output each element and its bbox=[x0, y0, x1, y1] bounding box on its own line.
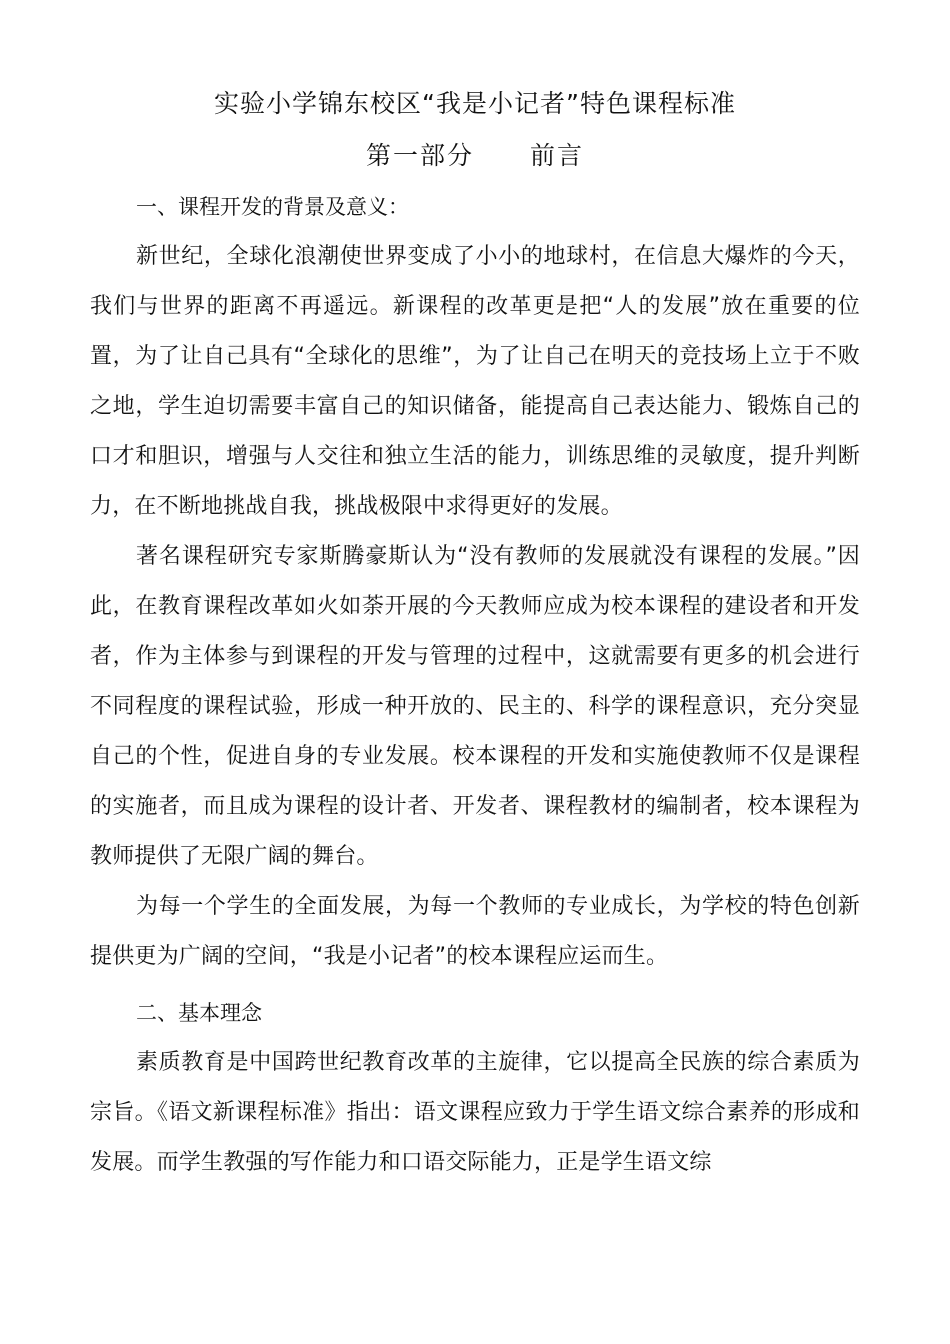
document-page bbox=[90, 78, 860, 1188]
paragraph-principles-1: 素质教育是中国跨世纪教育改革的主旋律，它以提高全民族的综合素质为宗旨。《语文新课程标准》指出：语文课程应致力于学生语文综合素养的形成和发展。而学生教强的写作能力和口语交际能力，正是学生语文综 bbox=[90, 1050, 860, 1175]
part-label: 第一部分 bbox=[365, 141, 474, 170]
section-heading-background: 一、课程开发的背景及意义： bbox=[136, 195, 409, 219]
paragraph-background-2: 著名课程研究专家斯腾豪斯认为“没有教师的发展就没有课程的发展。”因此，在教育课程改革如火如荼开展的今天教师应成为校本课程的建设者和开发者，作为主体参与到课程的开发与管理的过程中，这就需要有更多的机会进行不同程度的课程试验，形成一种开放的、民主的、科学的课程意识，充分突显自己的个性，促进自身的专业发展。校本课程的开发和实施使教师不仅是课程的实施者，而且成为课程的设计者、开发者、课程教材的编制者，校本课程为教师提供了无限广阔的舞台。 bbox=[90, 544, 860, 869]
paragraph-background-1: 新世纪，全球化浪潮使世界变成了小小的地球村，在信息大爆炸的今天，我们与世界的距离不再遥远。新课程的改革更是把“人的发展”放在重要的位置，为了让自己具有“全球化的思维”，为了让自己在明天的竞技场上立于不败之地，学生迫切需要丰富自己的知识储备，能提高自己表达能力、锻炼自己的口才和胆识，增强与人交往和独立生活的能力，训练思维的灵敏度，提升判断力，在不断地挑战自我，挑战极限中求得更好的发展。 bbox=[90, 244, 860, 519]
paragraph-background-3: 为每一个学生的全面发展，为每一个教师的专业成长，为学校的特色创新提供更为广阔的空间，“我是小记者”的校本课程应运而生。 bbox=[90, 894, 860, 969]
part-title bbox=[90, 130, 860, 182]
section-heading-principles: 二、基本理念 bbox=[136, 1001, 262, 1025]
document-title: 实验小学锦东校区“我是小记者”特色课程标准 bbox=[214, 89, 736, 118]
part-name: 前言 bbox=[530, 141, 585, 170]
